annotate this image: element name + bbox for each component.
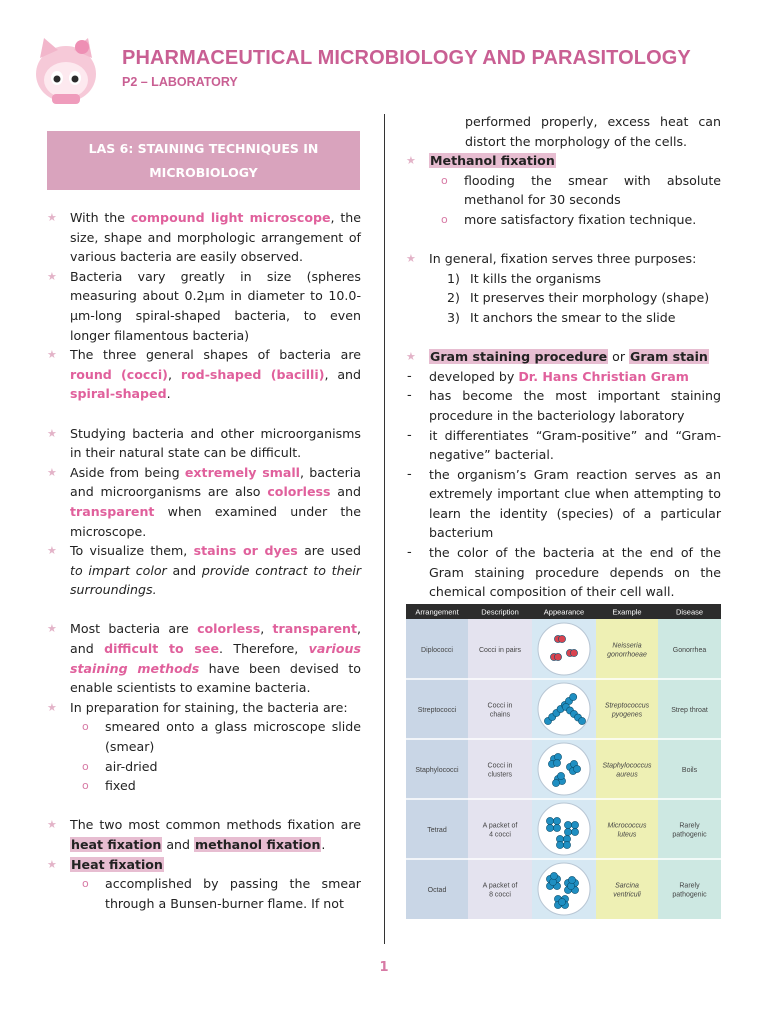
list-item: ★ Aside from being extremely small, bacteria and microorganisms are also colorless and transparent when examined under the microscope. xyxy=(47,463,361,541)
coccus-mark xyxy=(564,821,571,828)
coccus-mark xyxy=(571,828,578,835)
list-item: - it differentiates “Gram-positive” and “Gram-negative” bacterial. xyxy=(406,426,721,465)
table-cell-disease: pathogenic xyxy=(672,891,707,899)
table-header-cell: Example xyxy=(612,607,642,617)
bacteria-arrangement-table xyxy=(406,604,721,919)
table-cell-example: Sarcina xyxy=(615,882,639,890)
table-header-cell: Description xyxy=(481,607,519,617)
table-cell-arrangement: Tetrad xyxy=(427,826,447,834)
left-column xyxy=(47,131,361,913)
list-item: ★ To visualize them, stains or dyes are used to impart color and provide contract to their surroundings. xyxy=(47,541,361,600)
table-cell-description: chains xyxy=(489,711,511,719)
list-item: - developed by Dr. Hans Christian Gram xyxy=(406,367,721,387)
table-cell-description: clusters xyxy=(487,771,513,779)
list-item: ★ With the compound light microscope, the size, shape and morphologic arrangement of various bacteria are easily observed. xyxy=(47,208,361,267)
coccus-mark xyxy=(554,653,561,660)
las-title-line-1: LAS 6: STAINING TECHNIQUES IN xyxy=(88,141,319,156)
coccus-mark xyxy=(570,693,577,700)
list-item: - the color of the bacteria at the end of the Gram staining procedure depends on the chemical composition of their cell wall. xyxy=(406,543,721,602)
table-header-cell: Disease xyxy=(675,607,704,617)
bullet-list-3 xyxy=(47,619,361,795)
bullet-list-1 xyxy=(47,208,361,404)
coccus-mark xyxy=(563,841,570,848)
list-item: ★ The two most common methods fixation are heat fixation and methanol fixation. xyxy=(47,815,361,854)
table-cell-description: A packet of xyxy=(482,822,518,830)
coccus-mark xyxy=(553,824,560,831)
methanol-list xyxy=(406,151,721,229)
coccus-mark xyxy=(550,872,557,879)
list-item: ★ Methanol fixation o flooding the smear with absolute methanol for 30 seconds o more satisfactory fixation technique. xyxy=(406,151,721,229)
coccus-mark xyxy=(568,876,575,883)
table-cell-disease: Gonorrhea xyxy=(672,646,707,654)
numbered-item: 2) It preserves their morphology (shape) xyxy=(447,290,710,306)
list-item: ★ Bacteria vary greatly in size (spheres measuring about 0.2μm in diameter to 10.0-μm-long spiral-shaped bacteria, to even longer filamentous bacteria) xyxy=(47,267,361,345)
coccus-mark xyxy=(546,824,553,831)
list-item: ★ Heat fixation o accomplished by passing the smear through a Bunsen-burner flame. If not xyxy=(47,855,361,914)
table-cell-description: A packet of xyxy=(482,882,518,890)
list-item: ★ In general, fixation serves three purposes: 1) It kills the organisms 2) It preserves their morphology (shape) 3) It anchors the smear to the slide xyxy=(406,249,721,327)
list-item: ★ In preparation for staining, the bacteria are: o smeared onto a glass microscope slide (smear) o air-dried o fixed xyxy=(47,698,361,796)
table-cell-example: Micrococcus xyxy=(607,822,647,830)
sub-list-item: o smeared onto a glass microscope slide (smear) xyxy=(82,717,361,756)
table-cell-example: Staphylococcus xyxy=(602,762,652,770)
sub-list-item: o more satisfactory fixation technique. xyxy=(441,210,721,230)
gram-heading xyxy=(406,347,721,367)
table-header-cell: Arrangement xyxy=(415,607,459,617)
sub-list-item: o air-dried xyxy=(82,757,361,777)
list-item: ★ Gram staining procedure or Gram stain xyxy=(406,347,721,367)
table-cell-disease: pathogenic xyxy=(672,831,707,839)
table-cell-arrangement: Diplococci xyxy=(421,646,453,654)
table-cell-disease: Rarely xyxy=(679,822,700,830)
coccus-mark xyxy=(578,717,585,724)
list-item: ★ The three general shapes of bacteria are round (cocci), rod-shaped (bacilli), and spiral-shaped. xyxy=(47,345,361,404)
table-cell-disease: Boils xyxy=(681,766,698,774)
table-header-cell: Appearance xyxy=(543,607,585,617)
coccus-mark xyxy=(557,772,564,779)
list-item: - the organism’s Gram reaction serves as an extremely important clue when attempting to learn the identity (species) of a particular bacterium xyxy=(406,465,721,543)
purposes-list xyxy=(406,249,721,327)
table-cell-arrangement: Streptococci xyxy=(417,706,457,714)
coccus-mark xyxy=(570,649,577,656)
coccus-mark xyxy=(553,759,560,766)
numbered-item: 3) It anchors the smear to the slide xyxy=(447,309,676,325)
coccus-mark xyxy=(558,635,565,642)
appearance-circle xyxy=(538,743,590,795)
table-cell-description: Cocci in xyxy=(487,702,513,710)
las-title-box xyxy=(47,131,360,190)
appearance-circle xyxy=(538,623,590,675)
table-cell-example: Neisseria xyxy=(612,642,642,650)
table-cell-description: Cocci in pairs xyxy=(478,646,522,654)
coccus-mark xyxy=(552,779,559,786)
table-cell-disease: Rarely xyxy=(679,882,700,890)
page-number: 1 xyxy=(379,960,389,975)
table-cell-example: aureus xyxy=(616,771,638,779)
table-cell-arrangement: Octad xyxy=(427,886,447,894)
coccus-mark xyxy=(573,765,580,772)
coccus-mark xyxy=(564,828,571,835)
table-cell-example: Streptococcus xyxy=(604,702,650,710)
coccus-mark xyxy=(546,817,553,824)
numbered-item: 1) It kills the organisms xyxy=(447,270,601,286)
sub-list-item: o fixed xyxy=(82,776,361,796)
gram-details-list xyxy=(406,367,721,602)
coccus-mark xyxy=(558,898,565,905)
list-item: ★ Studying bacteria and other microorganisms in their natural state can be difficult. xyxy=(47,424,361,463)
document-subtitle: P2 – LABORATORY xyxy=(122,75,238,89)
continued-text: performed properly, excess heat can distort the morphology of the cells. xyxy=(465,114,721,149)
table-cell-arrangement: Staphylococci xyxy=(415,766,459,774)
coccus-mark xyxy=(553,817,560,824)
bullet-list-2 xyxy=(47,424,361,600)
coccus-mark xyxy=(556,841,563,848)
bullet-list-4 xyxy=(47,815,361,913)
sub-list-item: o accomplished by passing the smear through a Bunsen-burner flame. If not xyxy=(82,874,361,913)
table-cell-description: 8 cocci xyxy=(489,891,511,899)
table-cell-disease: Strep throat xyxy=(671,706,708,714)
table-cell-example: ventriculi xyxy=(613,891,641,899)
table-cell-description: Cocci in xyxy=(487,762,513,770)
list-item: - has become the most important staining procedure in the bacteriology laboratory xyxy=(406,386,721,425)
table-cell-example: pyogenes xyxy=(611,711,643,719)
table-cell-example: gonorrhoeae xyxy=(607,651,647,659)
mascot-logo-icon xyxy=(30,32,102,106)
right-column xyxy=(406,112,721,924)
table-cell-description: 4 cocci xyxy=(489,831,511,839)
document-title: PHARMACEUTICAL MICROBIOLOGY AND PARASITOLOGY xyxy=(122,47,691,69)
list-item: ★ Most bacteria are colorless, transparent, and difficult to see. Therefore, various staining methods have been devised to enable scientists to examine bacteria. xyxy=(47,619,361,697)
table-cell-example: luteus xyxy=(617,831,637,839)
column-divider xyxy=(384,114,385,944)
sub-list-item: o flooding the smear with absolute methanol for 30 seconds xyxy=(441,171,721,210)
las-title-line-2: MICROBIOLOGY xyxy=(149,165,258,180)
coccus-mark xyxy=(571,821,578,828)
